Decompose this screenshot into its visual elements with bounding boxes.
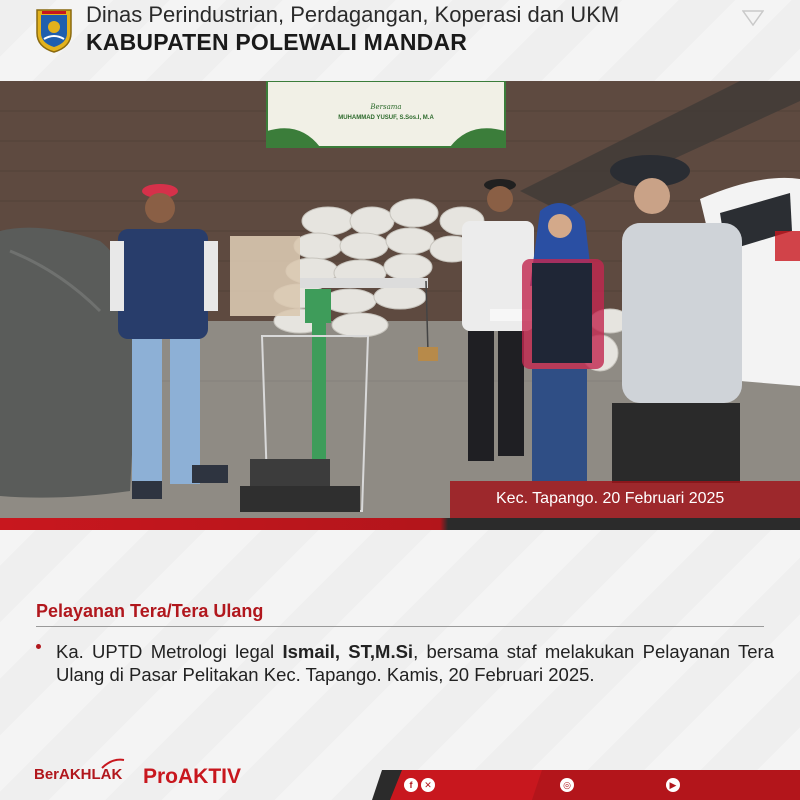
photo-illustration	[0, 81, 800, 518]
footer-bar	[372, 770, 800, 800]
berakhlak-logo: BerAKHLAK	[34, 766, 123, 783]
body-text-rest: , bersama staf melakukan Pelayanan Tera Ulang di Pasar Pelitakan Kec. Tapango. Kamis, 20 Februari 2025.	[56, 641, 774, 685]
event-photo	[0, 81, 800, 518]
photo-caption: Kec. Tapango. 20 Februari 2025	[496, 490, 725, 507]
body-paragraph	[56, 640, 774, 686]
section-title: Pelayanan Tera/Tera Ulang	[36, 601, 264, 621]
youtube-icon[interactable]: ▶	[666, 778, 680, 792]
organization-name: Dinas Perindustrian, Perdagangan, Koperasi dan UKM	[86, 2, 620, 27]
x-icon[interactable]: ✕	[421, 778, 435, 792]
triangle-icon	[742, 10, 764, 26]
body-text-lead: Ka. UPTD Metrologi legal	[56, 641, 283, 662]
banner-text-2: MUHAMMAD YUSUF, S.Sos.I, M.A	[338, 115, 434, 121]
facebook-icon[interactable]: f	[404, 778, 418, 792]
proaktiv-logo: ProAKTIV	[143, 765, 242, 788]
divider	[36, 626, 764, 627]
bullet-icon	[36, 644, 41, 649]
accent-strip	[0, 518, 800, 530]
swoosh-icon	[100, 758, 126, 770]
banner-text-1: Bersama	[370, 103, 402, 111]
header	[0, 0, 800, 66]
official-name: Ismail, ST,M.Si	[282, 641, 414, 662]
instagram-icon[interactable]: ◎	[560, 778, 574, 792]
regency-emblem-icon	[34, 7, 74, 53]
regency-name: KABUPATEN POLEWALI MANDAR	[86, 29, 468, 55]
footer	[0, 752, 800, 800]
